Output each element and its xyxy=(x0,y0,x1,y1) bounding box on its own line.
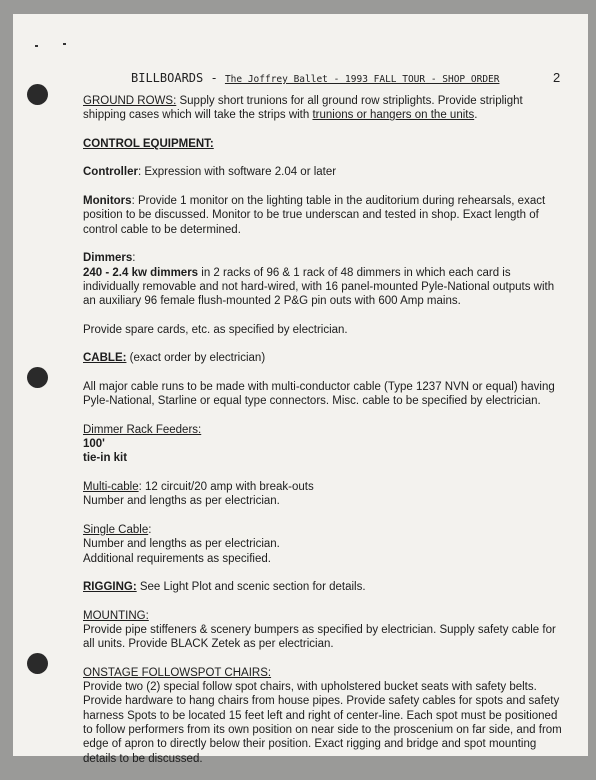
monitors-section xyxy=(83,194,563,237)
dimmers-section xyxy=(83,251,563,308)
dimmers-bold: 240 - 2.4 kw dimmers xyxy=(83,266,199,279)
rigging-heading: RIGGING: xyxy=(83,581,137,594)
single-cable-line-2: Additional requirements as specified. xyxy=(83,552,271,565)
single-cable-section xyxy=(83,523,563,566)
rigging-section xyxy=(83,580,563,594)
header-doc-label: BILLBOARDS - xyxy=(131,71,218,85)
mounting-heading: MOUNTING: xyxy=(83,609,149,622)
dimmers-text: in 2 racks of 96 & 1 rack of 48 dimmers in which each card is individually removable and not hard-wired, with 16 panel-mounted Pyle-National outputs with an auxiliary 96 female flush-mounted 2 P&G pin outs with 600 Amp mains. xyxy=(83,266,555,308)
single-cable-label: Single Cable xyxy=(83,523,149,536)
dimmers-label: Dimmers xyxy=(83,252,133,265)
ground-rows-section xyxy=(83,94,563,123)
controller-text: : Expression with software 2.04 or later xyxy=(137,166,337,179)
mounting-text: Provide pipe stiffeners & scenery bumpers as specified by electrician. Supply safety cable for all units. Provide BLACK Zetek as per electrician. xyxy=(83,623,556,651)
followspot-heading: ONSTAGE FOLLOWSPOT CHAIRS: xyxy=(83,666,272,679)
multi-cable-section xyxy=(83,480,563,509)
single-cable-colon: : xyxy=(148,523,152,536)
dimmers-colon: : xyxy=(132,252,136,265)
mounting-section xyxy=(83,609,563,652)
cable-heading-line xyxy=(83,351,563,365)
single-cable-line-1: Number and lengths as per electrician. xyxy=(83,538,280,551)
dimmer-rack-feeders-section xyxy=(83,423,563,466)
multi-cable-line-2: Number and lengths as per electrician. xyxy=(83,495,280,508)
followspot-section xyxy=(83,666,563,766)
document-body xyxy=(83,94,563,780)
multi-cable-text: : 12 circuit/20 amp with break-outs xyxy=(138,481,314,494)
page-header xyxy=(131,71,499,85)
cable-note: (exact order by electrician) xyxy=(126,352,266,365)
binder-hole xyxy=(27,367,48,388)
binder-hole xyxy=(27,653,48,674)
feeders-line-2: tie-in kit xyxy=(83,452,128,465)
rigging-text: See Light Plot and scenic section for details. xyxy=(136,581,366,594)
ground-rows-text: Supply short trunions for all ground row striplights. Provide striplight shipping cases which will take the strips with xyxy=(83,95,523,122)
binder-hole xyxy=(27,84,48,105)
followspot-text: Provide two (2) special follow spot chairs, with upholstered bucket seats with safety belts. Provide hardware to hang chairs from house pipes. Provide safety cables for spots and safety harness Spots to be located 15 feet left and right of center-line. Each spot must be positioned to follow performers from its own position on near side to the proscenium on far side, and from edge of apron to directly below their position. Exact rigging and bridge and spot mounting details to be discussed. xyxy=(83,681,562,765)
ground-rows-underlined: trunions or hangers on the units xyxy=(312,109,475,122)
controller-label: Controller xyxy=(83,166,138,179)
spare-cards-text: Provide spare cards, etc. as specified by electrician. xyxy=(83,323,348,336)
stray-mark xyxy=(35,45,38,47)
document-page xyxy=(13,14,588,765)
cable-text: All major cable runs to be made with multi-conductor cable (Type 1237 NVN or equal) having Pyle-National, Starline or equal type connectors. Misc. cable to be specified by electrician. xyxy=(83,380,555,408)
monitors-label: Monitors xyxy=(83,195,132,208)
cable-heading: CABLE: xyxy=(83,352,127,365)
ground-rows-heading: GROUND ROWS: xyxy=(83,95,177,107)
controller-section xyxy=(83,165,563,179)
page-number: 2 xyxy=(553,70,561,85)
feeders-line-1: 100' xyxy=(83,438,105,451)
control-equipment-section xyxy=(83,137,563,151)
header-subject: The Joffrey Ballet - 1993 FALL TOUR - SHOP ORDER xyxy=(224,74,500,85)
control-equipment-heading: CONTROL EQUIPMENT: xyxy=(83,137,214,150)
ground-rows-period: . xyxy=(474,109,478,122)
monitors-text: : Provide 1 monitor on the lighting table in the auditorium during rehearsals, exact position to be discussed. Monitor to be true underscan and tested in shop. Exact length of control cable to be determined. xyxy=(83,195,546,236)
stray-mark xyxy=(63,43,66,45)
multi-cable-label: Multi-cable xyxy=(83,481,139,494)
dimmer-rack-feeders-label: Dimmer Rack Feeders: xyxy=(83,423,202,436)
